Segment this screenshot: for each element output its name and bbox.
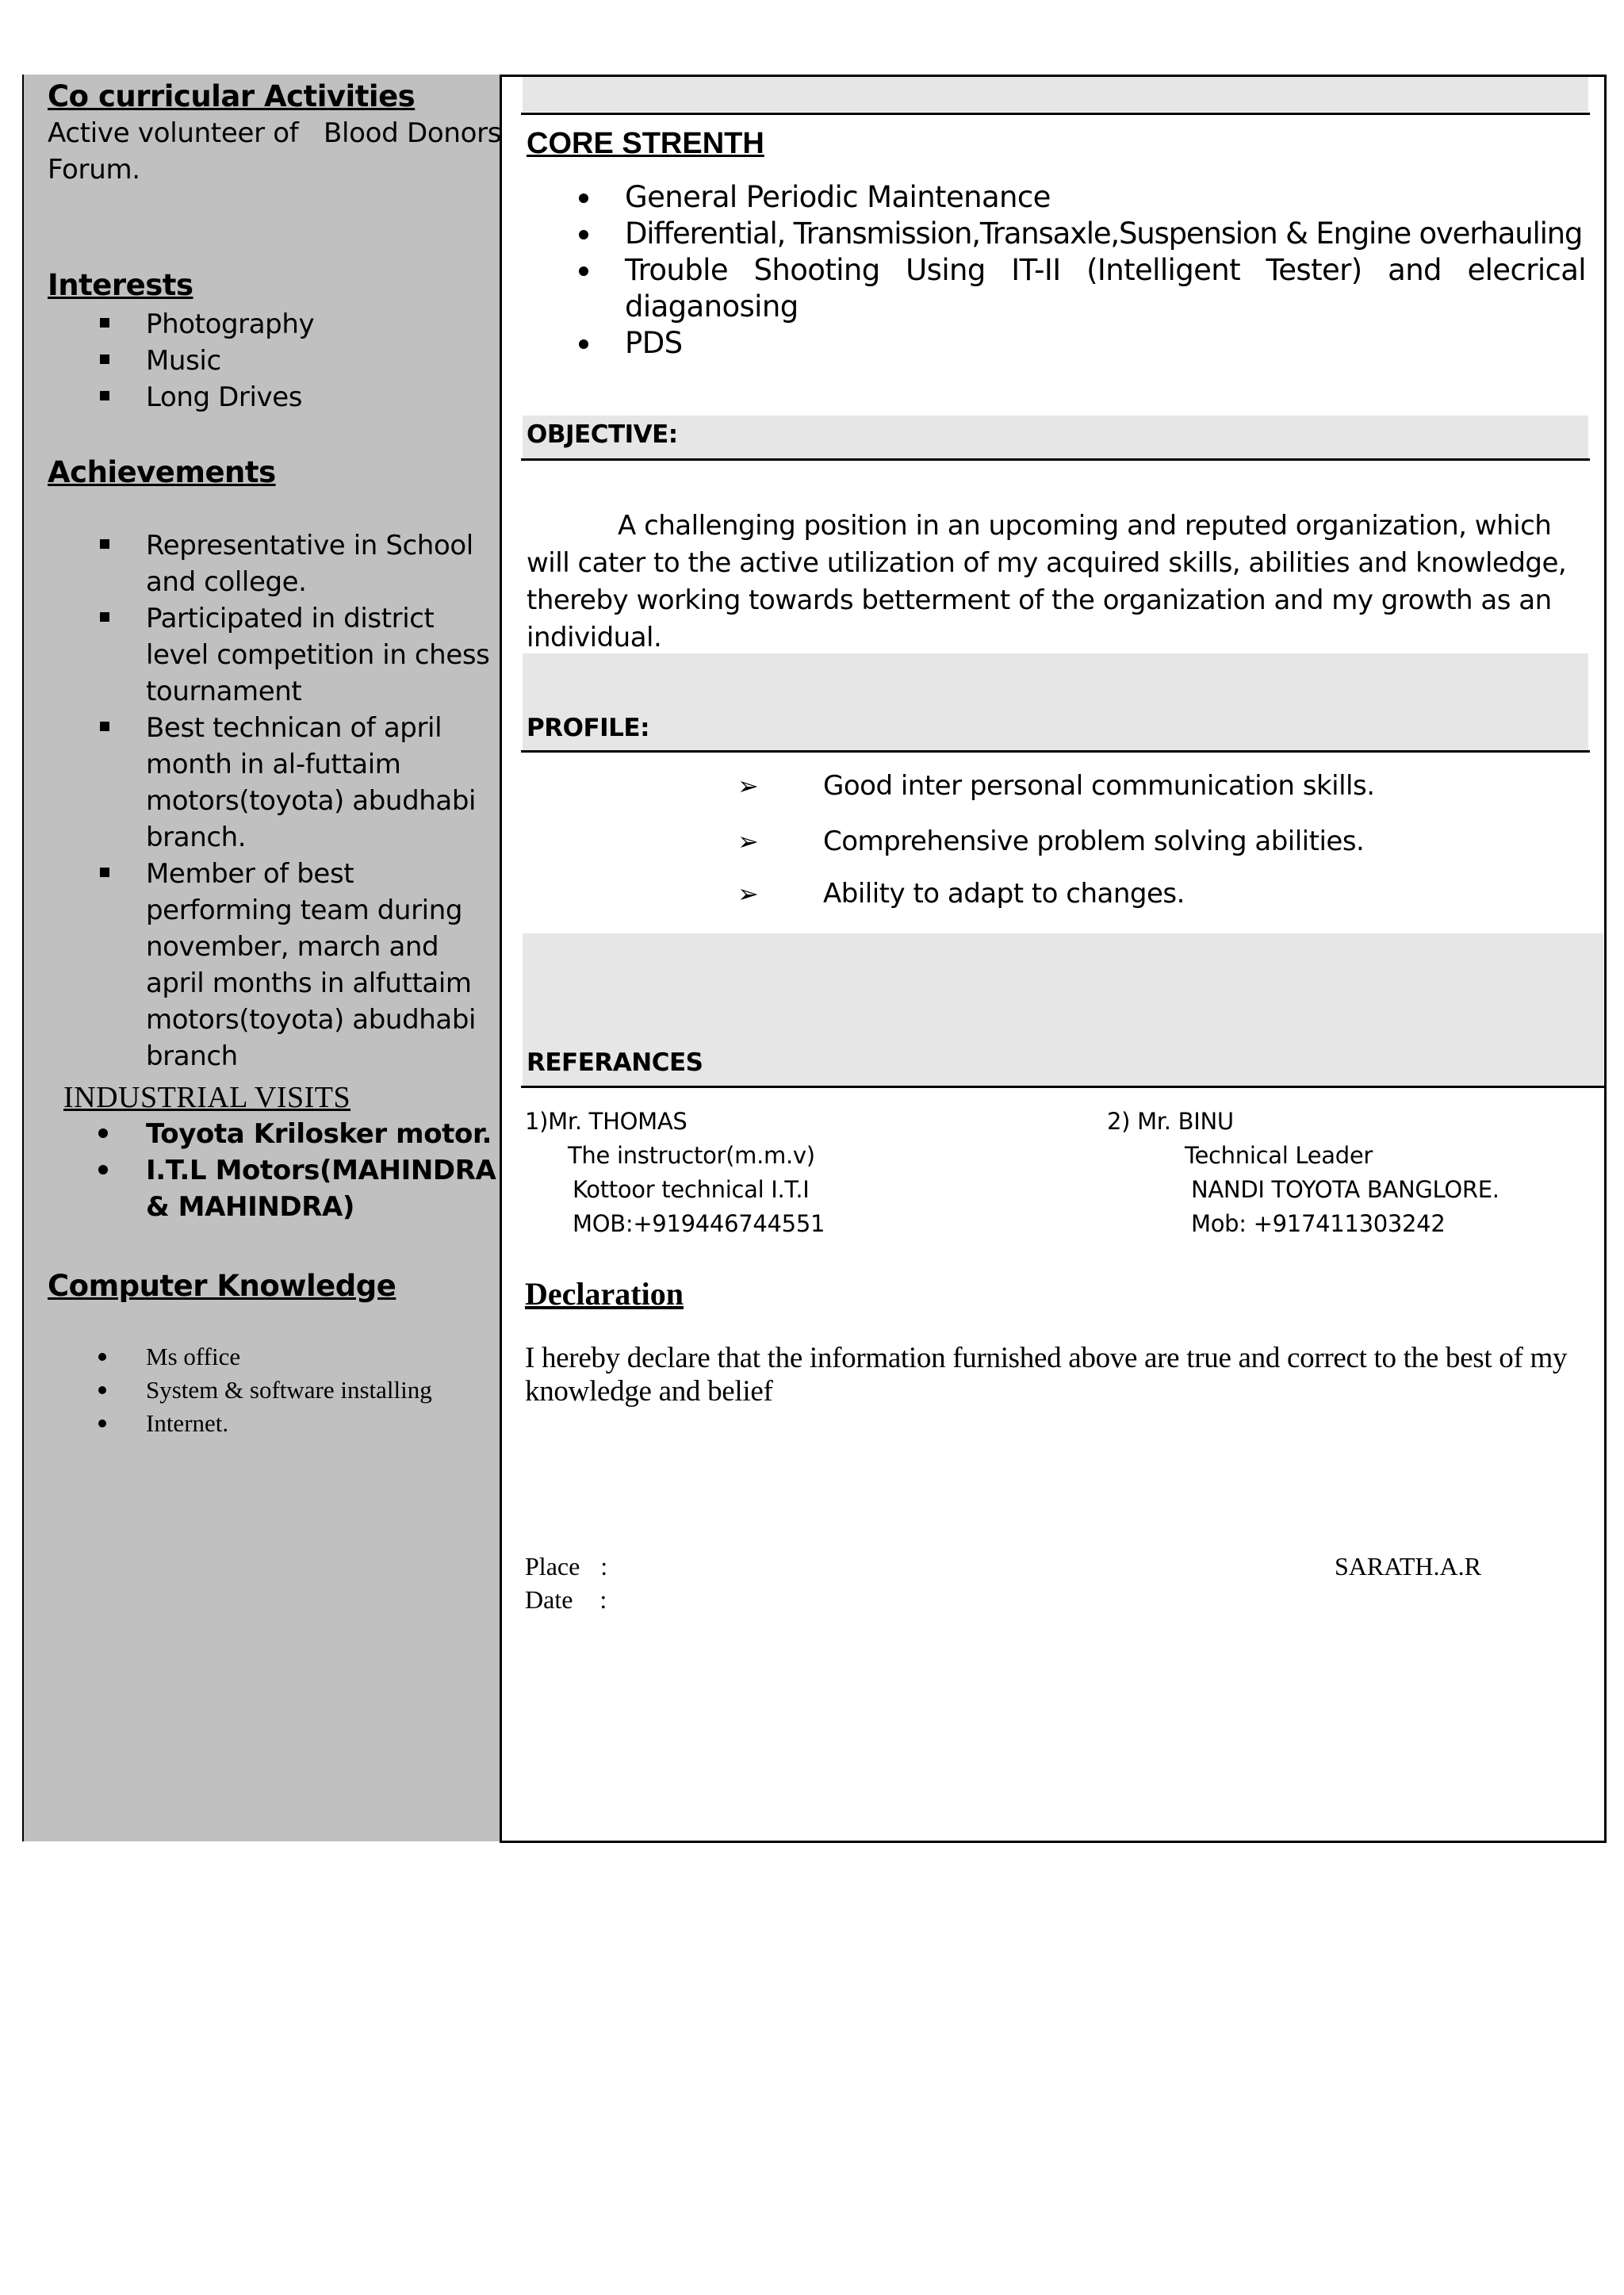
signature-name: SARATH.A.R: [1335, 1552, 1481, 1580]
list-item: ➢ Comprehensive problem solving abilities.: [737, 823, 1375, 860]
reference-1: 1)Mr. THOMAS The instructor(m.m.v) Kottoor technical I.T.I MOB:+919446744551: [525, 1108, 825, 1237]
declaration-heading: Declaration: [525, 1276, 684, 1312]
arrow-icon: ➢: [737, 771, 759, 801]
interests-heading: Interests: [48, 268, 193, 302]
list-item: ➢ Ability to adapt to changes.: [737, 875, 1375, 912]
industrial-visits-heading: INDUSTRIAL VISITS: [63, 1081, 351, 1114]
date-label: Date: [525, 1585, 573, 1614]
profile-rule: [521, 750, 1590, 753]
header-rule: [521, 113, 1590, 115]
interests-list: [48, 306, 314, 416]
objective-band: [523, 416, 1588, 458]
list-item: General Periodic Maintenance: [527, 179, 1586, 216]
header-band: [523, 77, 1588, 112]
objective-rule: [521, 458, 1590, 461]
declaration-text: I hereby declare that the information furnished above are true and correct to the best of my knowledge and belief: [525, 1342, 1568, 1408]
arrow-icon: ➢: [737, 826, 759, 856]
place-label: Place: [525, 1552, 580, 1580]
list-item: Representative in School and college.: [48, 527, 489, 600]
references-heading: REFERANCES: [527, 1048, 703, 1077]
list-item: Differential, Transmission,Transaxle,Suspension & Engine overhauling: [527, 216, 1586, 252]
objective-text: A challenging position in an upcoming and reputed organization, which will cater to the active utilization of my acquired skills, abilities and knowledge, thereby working towards betterment of the organization and my growth as an individual.: [527, 510, 1567, 653]
list-item: Member of best performing team during november, march and april months in alfuttaim motors(toyota) abudhabi branch: [48, 856, 489, 1075]
profile-band: [523, 653, 1588, 750]
reference-2: 2) Mr. BINU Technical Leader NANDI TOYOTA BANGLORE. Mob: +917411303242: [1107, 1108, 1500, 1237]
list-item: System & software installing: [48, 1374, 432, 1407]
list-item: Participated in district level competition in chess tournament: [48, 600, 489, 710]
core-strength-heading: CORE STRENTH: [527, 127, 764, 160]
profile-heading: PROFILE:: [527, 714, 649, 742]
list-item: Photography: [48, 306, 314, 343]
co-curricular-heading: Co curricular Activities: [48, 79, 416, 113]
place-date-block: Place : Date :: [525, 1552, 608, 1614]
achievements-heading: Achievements: [48, 455, 276, 489]
industrial-visits-list: [48, 1116, 496, 1225]
co-curricular-text: Active volunteer of Blood Donors Forum.: [48, 117, 502, 186]
list-item: Toyota Krilosker motor.: [48, 1116, 496, 1152]
list-item: ➢ Good inter personal communication skills.: [737, 768, 1375, 804]
list-item: Trouble Shooting Using IT-II (Intelligent Tester) and elecrical diaganosing: [527, 252, 1586, 325]
list-item: PDS: [527, 325, 1586, 362]
list-item: Best technican of april month in al-futtaim motors(toyota) abudhabi branch.: [48, 710, 489, 856]
profile-list: [737, 768, 1375, 912]
computer-knowledge-list: [48, 1340, 432, 1440]
references-rule: [521, 1086, 1604, 1088]
computer-knowledge-heading: Computer Knowledge: [48, 1269, 396, 1303]
arrow-icon: ➢: [737, 879, 759, 909]
list-item: I.T.L Motors(MAHINDRA & MAHINDRA): [48, 1152, 496, 1225]
list-item: Long Drives: [48, 379, 314, 416]
achievements-list: [48, 527, 489, 1075]
list-item: Ms office: [48, 1340, 432, 1374]
core-strength-list: [527, 179, 1586, 362]
list-item: Music: [48, 343, 314, 379]
list-item: Internet.: [48, 1407, 432, 1440]
objective-heading: OBJECTIVE:: [527, 420, 678, 449]
